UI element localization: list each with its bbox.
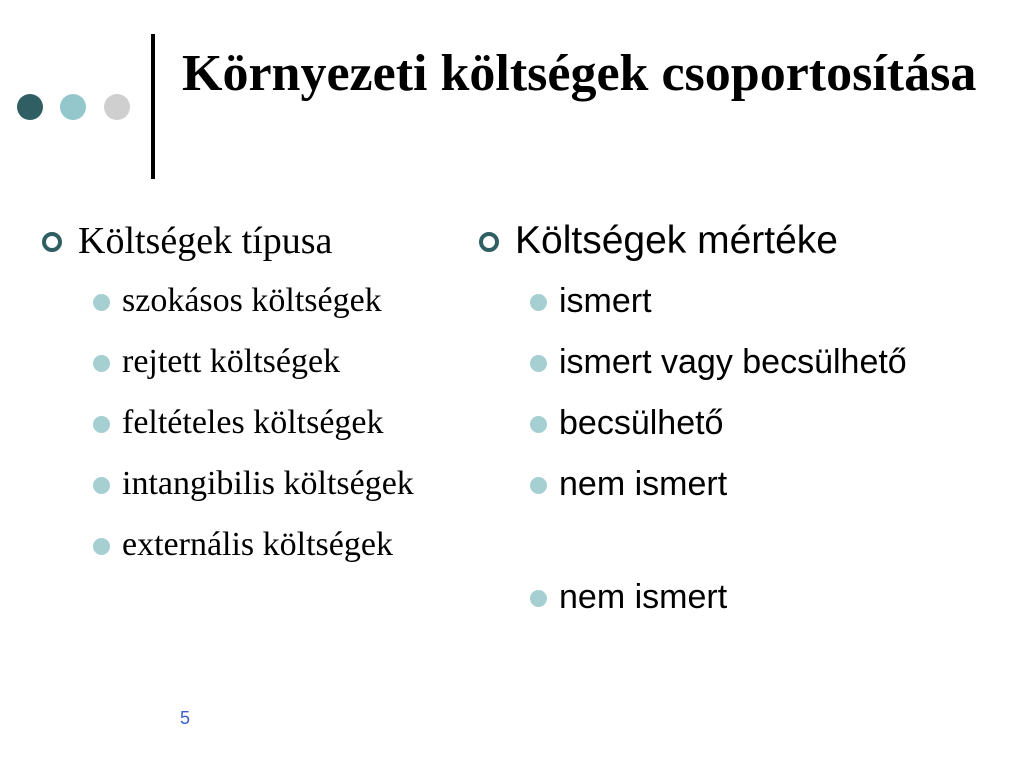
- list-item-text: ismert vagy becsülhető: [559, 343, 907, 381]
- list-item: [477, 458, 1017, 510]
- list-item-text: ismert: [559, 282, 652, 320]
- dot-bullet-icon: [93, 355, 110, 372]
- right-column: [477, 215, 1017, 632]
- decorative-dot-light: [60, 94, 86, 120]
- dot-bullet-icon: [93, 477, 110, 494]
- right-column-heading: [477, 215, 1017, 267]
- left-column-heading: [40, 215, 480, 267]
- list-item: [40, 519, 480, 571]
- list-item-text: szokásos költségek: [122, 282, 382, 319]
- decorative-dot-grey: [104, 94, 130, 120]
- dot-bullet-icon: [530, 355, 547, 372]
- dot-bullet-icon: [530, 477, 547, 494]
- left-column: [40, 215, 480, 580]
- dot-bullet-icon: [93, 538, 110, 555]
- list-item: [40, 458, 480, 510]
- dot-bullet-icon: [530, 294, 547, 311]
- dot-bullet-icon: [530, 416, 547, 433]
- ring-bullet-icon: [479, 232, 499, 252]
- decorative-dot-dark: [17, 94, 43, 120]
- list-item-text: externális költségek: [122, 526, 393, 563]
- list-item: [40, 275, 480, 327]
- list-item-text: nem ismert: [559, 465, 728, 503]
- right-sub-list: [477, 275, 1017, 623]
- left-sub-list: [40, 275, 480, 571]
- dot-bullet-icon: [530, 590, 547, 607]
- page-number: 5: [180, 708, 191, 728]
- list-item-text: rejtett költségek: [122, 343, 341, 380]
- list-item-text: becsülhető: [559, 404, 724, 442]
- list-item: [477, 275, 1017, 327]
- right-heading-text: Költségek mértéke: [515, 219, 838, 262]
- slide-title: Környezeti költségek csoportosítása: [182, 45, 977, 102]
- list-item: [477, 397, 1017, 449]
- list-item: [477, 571, 1017, 623]
- list-item: [40, 336, 480, 388]
- dot-bullet-icon: [93, 294, 110, 311]
- dot-bullet-icon: [93, 416, 110, 433]
- list-item: [477, 336, 1017, 388]
- list-item: [40, 397, 480, 449]
- list-item-text: intangibilis költségek: [122, 465, 414, 502]
- left-heading-text: Költségek típusa: [78, 220, 333, 262]
- ring-bullet-icon: [42, 232, 62, 252]
- list-item-text: nem ismert: [559, 578, 728, 616]
- list-item-text: feltételes költségek: [122, 404, 384, 441]
- title-divider: [151, 34, 155, 179]
